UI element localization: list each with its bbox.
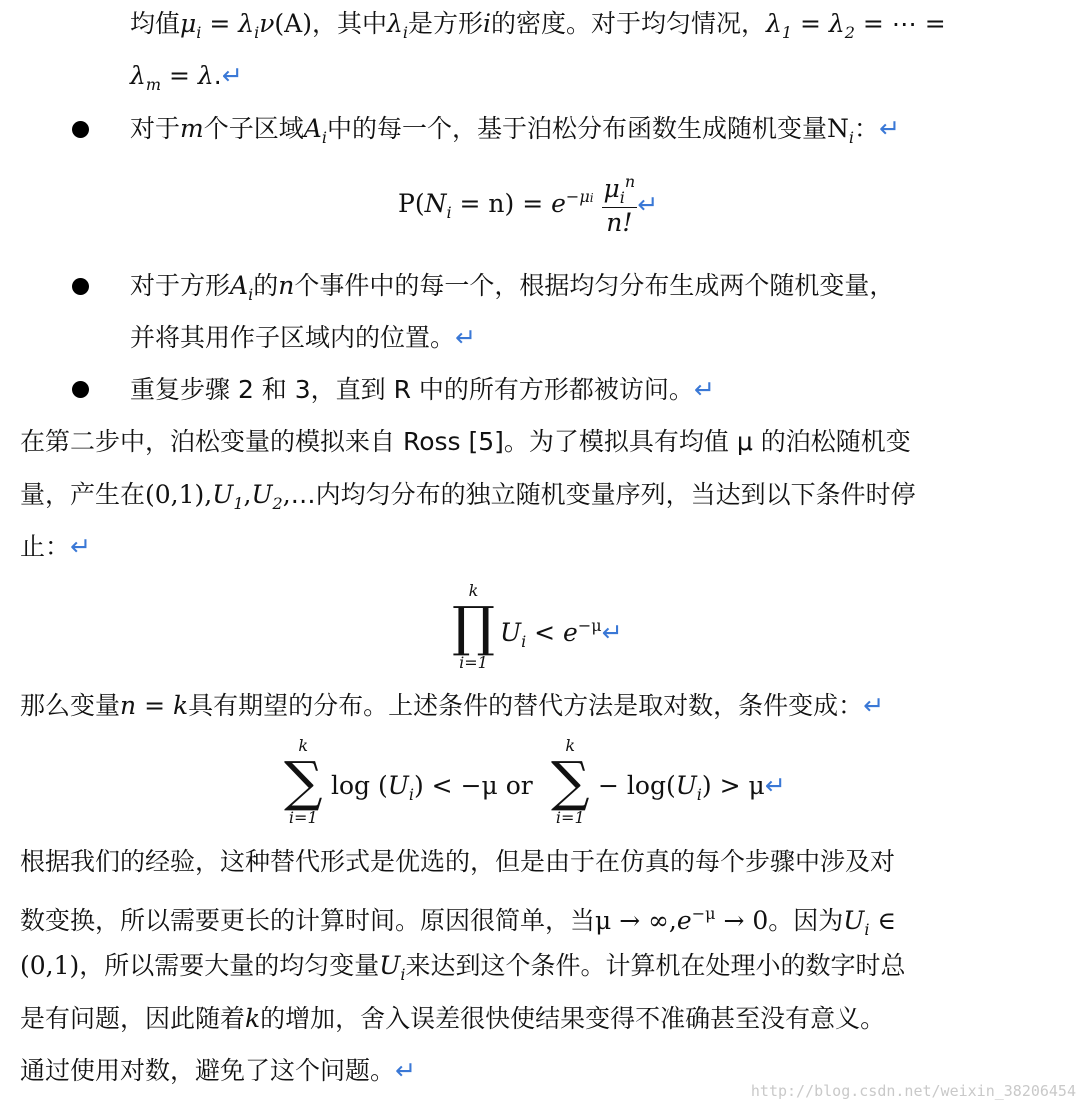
equation-sum-operator-1: k ∑ i=1: [284, 736, 323, 827]
equation-log-condition-right: − $\log(U_i)$ > μ↵: [598, 771, 786, 804]
paragraph-mark-icon: ↵: [221, 61, 243, 90]
text: 来达到这个条件。计算机在处理小的数字时总: [405, 951, 906, 980]
equation-log-condition-left: $\log (U_i) < -\mu$ or: [331, 771, 533, 804]
bullet-item-1: [130, 111, 900, 147]
text: 数变换，所以需要更长的计算时间。原因很简单，当: [20, 906, 596, 935]
paragraph-experience-line-1: [20, 844, 895, 880]
paragraph-experience-line-5: [20, 1053, 416, 1089]
paragraph-mark-icon: ↵: [455, 323, 476, 352]
text: ，所以需要大量的均匀变量: [79, 951, 380, 980]
math-inline: → 0: [715, 906, 769, 935]
math-inline: $A_i$: [303, 114, 327, 147]
paragraph-mark-icon: ↵: [693, 375, 715, 404]
math-inline: i: [483, 9, 491, 38]
math-inline: k: [245, 1004, 261, 1033]
equation-sum-operator-2: k ∑ i=1: [551, 736, 590, 827]
text: 重复步骤 2 和 3，直到 R 中的所有方形都被访问。: [130, 375, 694, 404]
text: .: [213, 61, 222, 90]
text: 的增加，舍入误差很快使结果变得不准确甚至没有意义。: [260, 1004, 886, 1033]
text: ：: [853, 114, 879, 143]
text: 那么变量: [20, 691, 121, 720]
text: 中的每一个，基于泊松分布函数生成随机变量: [326, 114, 827, 143]
text: 个子区域: [203, 114, 304, 143]
paragraph-mark-icon: ↵: [395, 1056, 416, 1085]
bullet-icon: [72, 121, 89, 138]
bullet-item-3: [130, 372, 715, 408]
bullet-item-2: [130, 268, 894, 304]
paragraph-experience-line-2: [20, 896, 896, 939]
paragraph-mark-icon: ↵: [601, 618, 623, 647]
text: 。因为: [768, 906, 844, 935]
math-inline: $A_i$: [230, 271, 254, 304]
math-inline: $\mu_i = \lambda_i\nu(A)$: [180, 9, 312, 42]
paragraph-log-intro: [20, 688, 884, 724]
equation-product-operator: k ∏ i=1: [452, 581, 495, 672]
bullet-item-2-continued: [130, 320, 476, 356]
text: 并将其用作子区域内的位置。: [130, 323, 456, 352]
text: 是有问题，因此随着: [20, 1004, 246, 1033]
paragraph-ross-line-3: [20, 529, 91, 565]
watermark: http://blog.csdn.net/weixin_38206454: [750, 1082, 1076, 1100]
text: 的: [253, 271, 279, 300]
bullet-icon: [72, 381, 89, 398]
text: 均值: [130, 9, 181, 38]
math-inline: (0,1),: [145, 480, 213, 509]
text: …内均匀分布的独立随机变量序列，当达到以下条件时停: [290, 480, 916, 509]
text: ，其中: [311, 9, 387, 38]
text-line-mean-definition: [130, 6, 946, 42]
paragraph-ross-line-2: [20, 477, 916, 513]
math-inline: n = k: [120, 691, 189, 720]
text: 对于: [130, 114, 181, 143]
paragraph-mark-icon: ↵: [637, 190, 659, 219]
math-inline: $U_i$: [379, 951, 406, 984]
text: 根据我们的经验，这种替代形式是优选的，但是由于在仿真的每个步骤中涉及对: [20, 847, 896, 876]
math-inline: $\lambda_m = \lambda$: [130, 61, 214, 94]
paragraph-ross-line-1: [20, 424, 911, 460]
text: 量，产生在: [20, 480, 146, 509]
text: 的密度。对于均匀情况，: [491, 9, 767, 38]
math-inline: (0,1): [20, 951, 80, 980]
math-inline: −μ: [691, 904, 716, 923]
text: 具有期望的分布。上述条件的替代方法是取对数，条件变成：: [188, 691, 864, 720]
math-inline: $\lambda_1 = \lambda_2$ = ⋯ =: [766, 9, 946, 42]
paragraph-mark-icon: ↵: [764, 771, 786, 800]
paragraph-mark-icon: ↵: [70, 532, 91, 561]
text: 在第二步中，泊松变量的模拟来自 Ross [5]。为了模拟具有均值 μ 的泊松随机变: [20, 427, 911, 456]
equation-poisson-pmf: $P(N_i = n) = e^{-\mu i}$ $\frac{\mu_i^n}{n!}$ ↵: [398, 172, 659, 237]
bullet-icon: [72, 278, 89, 295]
math-inline: n: [278, 271, 295, 300]
paragraph-mark-icon: ↵: [863, 691, 885, 720]
equation-product-condition: $U_i$ < $e^{-\mu}↵$: [500, 616, 623, 651]
text: 通过使用对数，避免了这个问题。: [20, 1056, 396, 1085]
paragraph-experience-line-3: [20, 948, 906, 984]
math-inline: m: [180, 114, 204, 143]
text-line-lambda-equal: [130, 58, 243, 94]
text: 个事件中的每一个，根据均匀分布生成两个随机变量，: [294, 271, 895, 300]
math-inline: $U_i$: [843, 906, 870, 939]
text: 对于方形: [130, 271, 231, 300]
math-inline: $N_i$: [826, 114, 854, 147]
text: 是方形: [407, 9, 483, 38]
math-inline: $U_1,U_2$,: [212, 480, 291, 513]
math-inline: e: [676, 906, 692, 935]
math-inline: μ → ∞,: [595, 906, 677, 935]
text: 止：: [20, 532, 71, 561]
math-inline: ∈: [869, 906, 896, 935]
paragraph-mark-icon: ↵: [878, 114, 900, 143]
paragraph-experience-line-4: [20, 1001, 885, 1037]
math-inline: $\lambda_i$: [387, 9, 408, 42]
